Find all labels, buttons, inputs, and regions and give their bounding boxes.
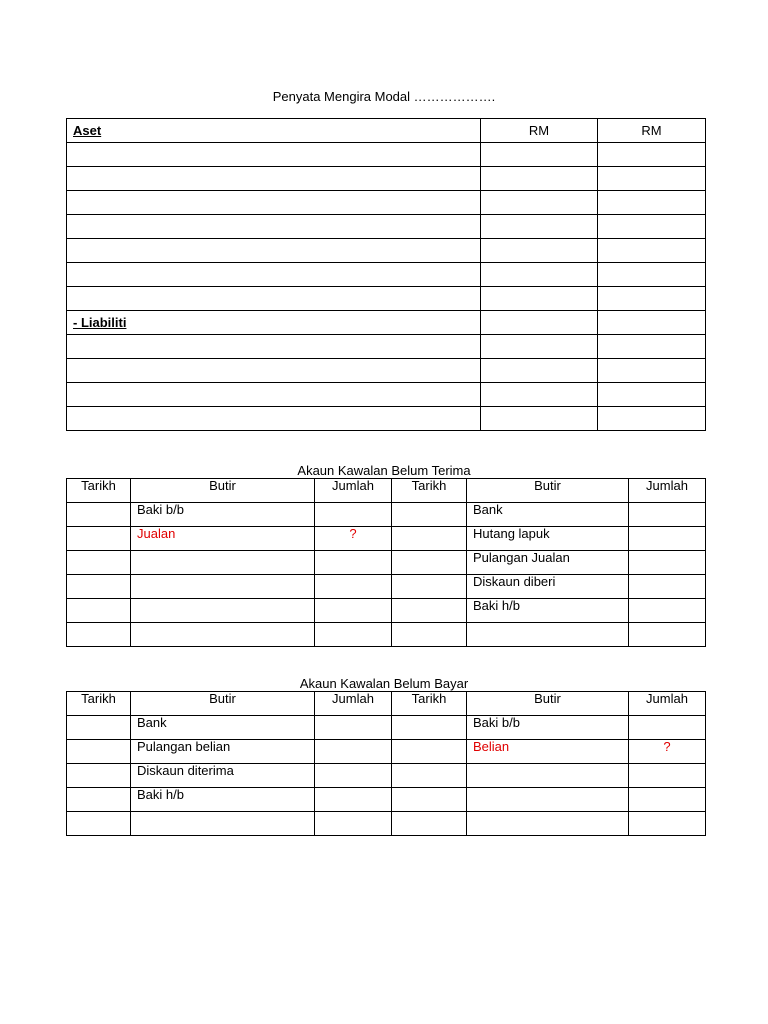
credit-item: Hutang lapuk [467,527,629,551]
credit-item [467,764,629,788]
cell [481,167,598,191]
cell [67,527,131,551]
cell [598,239,706,263]
cell [315,551,392,575]
cell [67,740,131,764]
table-row [67,503,706,527]
table-row [67,335,706,359]
cell [67,599,131,623]
cell [481,143,598,167]
cell [598,191,706,215]
table-row [67,167,706,191]
rm-header-1: RM [481,119,598,143]
credit-amount [629,716,706,740]
cell [67,287,481,311]
header-date: Tarikh [67,479,131,503]
header-date: Tarikh [392,692,467,716]
cell [598,143,706,167]
cell [481,407,598,431]
cell [67,263,481,287]
cell [481,359,598,383]
table-row [67,599,706,623]
table-header-row [67,692,706,716]
debit-item: Baki b/b [131,503,315,527]
cell [392,812,467,836]
cell [67,716,131,740]
table-row [67,287,706,311]
debit-item: Baki h/b [131,788,315,812]
cell [629,599,706,623]
cell [481,383,598,407]
credit-item: Baki b/b [467,716,629,740]
table-row [67,263,706,287]
cell [315,623,392,647]
capital-statement-table [66,118,706,431]
cell [629,575,706,599]
cell [67,383,481,407]
cell [67,407,481,431]
cell [392,527,467,551]
cell [315,740,392,764]
table-row [67,239,706,263]
cell [392,575,467,599]
rm-header-2: RM [598,119,706,143]
header-particulars: Butir [131,692,315,716]
cell [392,623,467,647]
cell [481,263,598,287]
cell [67,191,481,215]
table-row [67,764,706,788]
header-date: Tarikh [67,692,131,716]
cell [67,239,481,263]
table-row [67,812,706,836]
credit-item: Diskaun diberi [467,575,629,599]
cell [315,764,392,788]
cell [315,812,392,836]
cell [598,263,706,287]
header-date: Tarikh [392,479,467,503]
table-row [67,191,706,215]
table-row [67,551,706,575]
table-row [67,215,706,239]
debit-item: Diskaun diterima [131,764,315,788]
table-row [67,383,706,407]
table-row [67,575,706,599]
table-row [67,527,706,551]
asset-label: Aset [67,119,481,143]
cell [67,812,131,836]
cell [629,812,706,836]
cell [598,407,706,431]
cell [315,788,392,812]
cell [392,599,467,623]
cell [67,215,481,239]
cell [67,503,131,527]
debit-item: Pulangan belian [131,740,315,764]
cell [67,143,481,167]
cell [67,623,131,647]
table-row [67,311,706,335]
credit-item [467,788,629,812]
cell [315,575,392,599]
cell [598,215,706,239]
cell [67,551,131,575]
cell [629,503,706,527]
credit-item: Bank [467,503,629,527]
table-row [67,623,706,647]
table-row [67,143,706,167]
cell [315,716,392,740]
liability-label: - Liabiliti [67,311,481,335]
debit-item [131,623,315,647]
cell [67,575,131,599]
cell [481,191,598,215]
debit-amount: ? [315,527,392,551]
cell [67,359,481,383]
table-row [67,359,706,383]
cell [629,551,706,575]
cell [315,599,392,623]
cell [629,623,706,647]
header-amount: Jumlah [315,479,392,503]
table-header-row [67,479,706,503]
table-row [67,716,706,740]
cell [629,764,706,788]
payable-title: Akaun Kawalan Belum Bayar [299,676,469,691]
table-row [67,788,706,812]
credit-item: Pulangan Jualan [467,551,629,575]
cell [598,383,706,407]
cell [67,335,481,359]
cell [598,167,706,191]
cell [481,311,598,335]
debit-item [131,551,315,575]
header-particulars: Butir [131,479,315,503]
cell [392,788,467,812]
table-row [67,119,706,143]
receivable-title: Akaun Kawalan Belum Terima [297,463,471,478]
debit-item [131,575,315,599]
cell [392,764,467,788]
cell [481,239,598,263]
cell [67,764,131,788]
cell [598,359,706,383]
credit-item: Baki h/b [467,599,629,623]
cell [629,788,706,812]
cell [392,551,467,575]
debit-amount [315,503,392,527]
credit-item [467,623,629,647]
cell [67,788,131,812]
debit-item [131,599,315,623]
cell [481,215,598,239]
cell [598,311,706,335]
table-row [67,740,706,764]
debit-item: Bank [131,716,315,740]
header-amount: Jumlah [629,479,706,503]
cell [629,527,706,551]
header-particulars: Butir [467,479,629,503]
debit-item: Jualan [131,527,315,551]
cell [481,287,598,311]
credit-amount: ? [629,740,706,764]
table-row [67,407,706,431]
header-particulars: Butir [467,692,629,716]
cell [392,503,467,527]
statement-title: Penyata Mengira Modal ………………. [272,89,496,104]
cell [598,287,706,311]
debit-item [131,812,315,836]
cell [598,335,706,359]
cell [481,335,598,359]
cell [392,716,467,740]
credit-item [467,812,629,836]
receivable-control-table [66,478,706,647]
cell [67,167,481,191]
credit-item: Belian [467,740,629,764]
header-amount: Jumlah [315,692,392,716]
header-amount: Jumlah [629,692,706,716]
payable-control-table [66,691,706,836]
cell [392,740,467,764]
